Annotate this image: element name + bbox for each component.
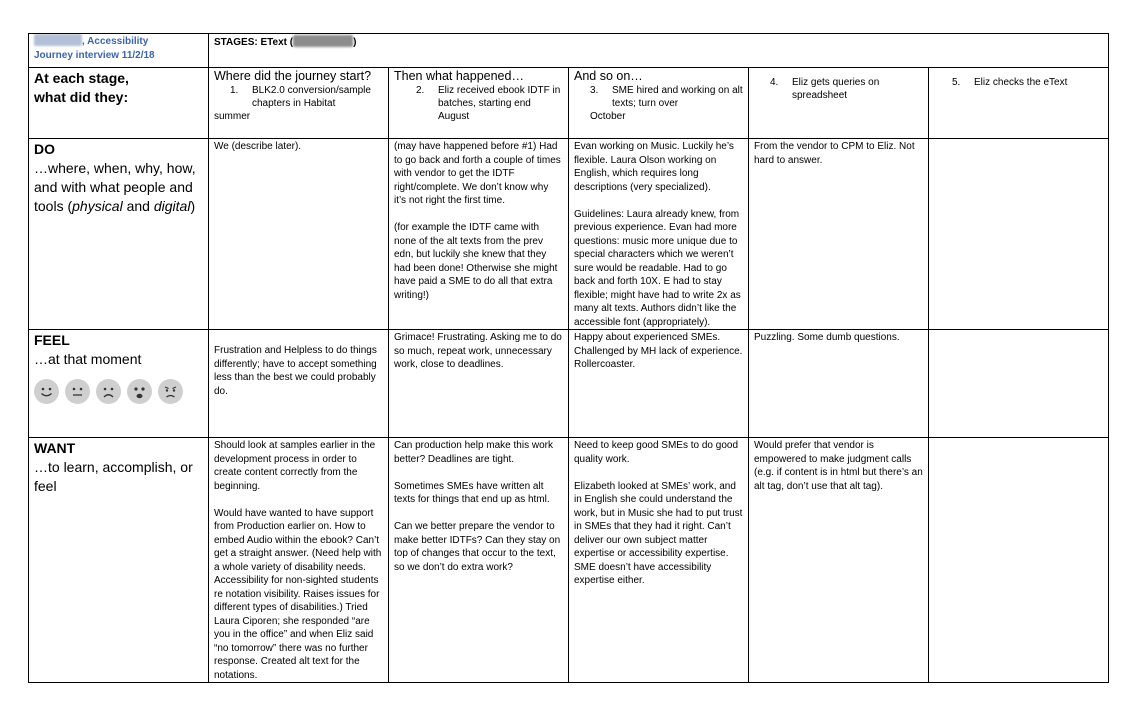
interview-title xyxy=(29,34,209,68)
feel-cell-1 xyxy=(209,330,389,438)
stages-row-label xyxy=(29,68,209,139)
journey-map-table xyxy=(28,33,1109,683)
stage-col-1 xyxy=(209,68,389,139)
feel-sub: …at that moment xyxy=(34,351,142,367)
frown-face-icon xyxy=(96,379,121,404)
stage-heading: Where did the journey start? xyxy=(214,69,372,83)
cell-text: Would have wanted to have support from Production earlier on. How to embed Audio within the ebook? Can’t get a straight answer. (Need help with a whole variety of disability needs. Accessibility for non-sighted students re notation visibility. Raises issues for different types of disabilities.) Tried Laura Ciporen; she responded “are you in the office” and when Eliz said “no tomorrow” there was no further response. Created alt text for the notations. xyxy=(214,507,382,681)
stage-number: 4. xyxy=(770,77,779,88)
stage-text: Eliz received ebook IDTF in batches, starting end August xyxy=(438,85,561,122)
do-physical: physical xyxy=(72,198,123,214)
feel-cell-5 xyxy=(929,330,1109,438)
cell-text: Frustration and Helpless to do things differently; have to accept something less than the best we could probably do. xyxy=(214,345,377,397)
feel-row xyxy=(29,330,1109,438)
cell-text: Can production help make this work better? Deadlines are tight. xyxy=(394,440,553,465)
stage-col-5 xyxy=(929,68,1109,139)
cell-text: Happy about experienced SMEs. Challenged by MH lack of experience. Rollercoaster. xyxy=(574,332,743,370)
stages-heading xyxy=(209,34,1109,68)
stages-prefix: STAGES: EText ( xyxy=(214,37,294,48)
redacted-product xyxy=(293,35,353,47)
feel-cell-2 xyxy=(389,330,569,438)
stage-text: BLK2.0 conversion/sample chapters in Habitat xyxy=(252,85,371,109)
do-cell-3 xyxy=(569,139,749,330)
smile-face-icon xyxy=(34,379,59,404)
cell-text: Guidelines: Laura already knew, from previous experience. Evan had more questions: music more unique due to special characters which we weren’t sure would be readable. Had to go back and forth 10X. E had to stay flexible; might have had to write 2x as many alt texts. Authors didn’t like the accessible font (appropriately). xyxy=(574,208,741,328)
cell-text: Sometimes SMEs have written alt texts for things that end up as html. xyxy=(394,480,550,505)
cell-text: Grimace! Frustrating. Asking me to do so much, repeat work, unnecessary work, close to deadlines. xyxy=(394,332,562,370)
stage-number: 3. xyxy=(590,85,599,96)
want-sub: …to learn, accomplish, or feel xyxy=(34,459,193,494)
stages-label-line1: At each stage, xyxy=(34,70,129,86)
cell-text: (may have happened before #1) Had to go back and forth a couple of times with vendor to get the IDTF right/complete. We don’t know why it’s not right the first time. xyxy=(394,141,561,206)
stage-number: 1. xyxy=(230,85,239,96)
title-suffix: , Accessibility xyxy=(82,36,149,47)
want-label: WANT xyxy=(34,440,76,456)
do-label: DO xyxy=(34,141,55,157)
feel-label: FEEL xyxy=(34,332,70,348)
cell-text: From the vendor to CPM to Eliz. Not hard to answer. xyxy=(754,141,915,166)
cell-text: Need to keep good SMEs to do good quality work. xyxy=(574,440,739,465)
do-row xyxy=(29,139,1109,330)
want-row-label xyxy=(29,438,209,683)
neutral-face-icon xyxy=(65,379,90,404)
header-row xyxy=(29,34,1109,68)
cell-text: Would prefer that vendor is empowered to make judgment calls (e.g. if content is in html but there’s an alt tag, don’t use that alt tag). xyxy=(754,440,923,492)
cell-text: Can we better prepare the vendor to make better IDTFs? Can they stay on top of changes that occur to the text, so we don’t do extra work? xyxy=(394,521,561,573)
do-cell-1 xyxy=(209,139,389,330)
stage-col-3 xyxy=(569,68,749,139)
cell-text: Elizabeth looked at SMEs’ work, and in English she could understand the work, but in Music she had to put trust in SMEs that they had it right. Can’t deliver our own subject matter expertise or accessibility expertise. SME doesn’t have accessibility expertise either. xyxy=(574,480,743,586)
emotion-faces xyxy=(34,379,203,404)
stage-extra: October xyxy=(590,111,626,122)
cell-text: We (describe later). xyxy=(214,141,302,152)
stages-label-line2: what did they: xyxy=(34,89,129,105)
do-cell-4 xyxy=(749,139,929,330)
stage-number: 5. xyxy=(952,77,961,88)
stage-text: SME hired and working on alt texts; turn over xyxy=(612,85,743,109)
feel-cell-3 xyxy=(569,330,749,438)
stage-text: Eliz gets queries on spreadsheet xyxy=(792,77,880,101)
want-cell-3 xyxy=(569,438,749,683)
upset-face-icon xyxy=(158,379,183,404)
do-cell-2 xyxy=(389,139,569,330)
cell-text: (for example the IDTF came with none of the alt texts from the prev edn, but luckily she knew that they had been done! Otherwise she might have paid a SME to do all that extra writing!) xyxy=(394,222,558,301)
want-row xyxy=(29,438,1109,683)
stage-heading: Then what happened… xyxy=(394,69,524,83)
want-cell-4 xyxy=(749,438,929,683)
stages-suffix: ) xyxy=(353,37,357,48)
stage-col-2 xyxy=(389,68,569,139)
sad-face-icon xyxy=(127,379,152,404)
stage-text: Eliz checks the eText xyxy=(974,77,1068,88)
stages-row xyxy=(29,68,1109,139)
stage-heading: And so on… xyxy=(574,69,643,83)
feel-cell-4 xyxy=(749,330,929,438)
do-sub-1: …where, when, why, how, and with what people and tools ( xyxy=(34,160,196,214)
want-cell-1 xyxy=(209,438,389,683)
cell-text: Puzzling. Some dumb questions. xyxy=(754,332,900,343)
cell-text: Should look at samples earlier in the development process in order to create content correctly from the beginning. xyxy=(214,440,376,492)
do-and: and xyxy=(122,198,154,214)
do-cell-5 xyxy=(929,139,1109,330)
cell-text: Evan working on Music. Luckily he’s flexible. Laura Olson working on English, which requires long descriptions (very specialized). xyxy=(574,141,734,193)
want-cell-2 xyxy=(389,438,569,683)
redacted-name xyxy=(34,34,82,46)
stage-col-4 xyxy=(749,68,929,139)
feel-row-label xyxy=(29,330,209,438)
stage-extra: summer xyxy=(214,111,251,122)
do-sub-2: ) xyxy=(190,198,196,214)
want-cell-5 xyxy=(929,438,1109,683)
do-row-label xyxy=(29,139,209,330)
title-date: Journey interview 11/2/18 xyxy=(34,49,155,61)
do-digital: digital xyxy=(153,198,191,214)
stage-number: 2. xyxy=(416,85,425,96)
